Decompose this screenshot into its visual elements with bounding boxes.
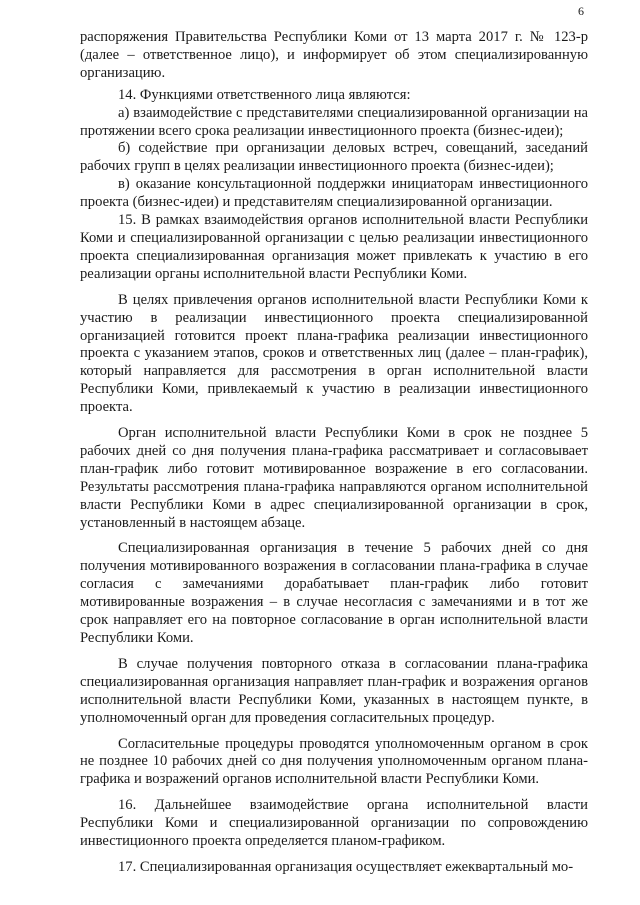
paragraph-15-review: Орган исполнительной власти Республики Коми в срок не позднее 5 рабочих дней со дня получения плана-графика рассматривает и согласовывает план-график либо готовит мотивированное возражение в его согласовании. Результаты рассмотрения плана-графика направляются органом исполнительной власти Республики Коми в адрес специализированной организации в срок, установленный в настоящем абзаце. [80,425,588,531]
paragraph-14-heading: 14. Функциями ответственного лица являются: [118,86,411,103]
paragraph-14-b: б) содействие при организации деловых встреч, совещаний, заседаний рабочих групп в целях реализации инвестиционного проекта (бизнес-идеи); [80,140,588,175]
paragraph-15-conciliation: Согласительные процедуры проводятся уполномоченным органом в срок не позднее 10 рабочих дней со дня получения уполномоченным органом плана-графика и возражений органов исполнительной власти Республики Коми. [80,735,588,788]
paragraph-continuation: распоряжения Правительства Республики Коми от 13 марта 2017 г. № 123-р (далее – ответственное лицо), и информирует об этом специализированную организацию. [80,29,588,81]
paragraph-17: 17. Специализированная организация осуществляет ежеквартальный мо- [118,858,574,875]
paragraph-14-c: в) оказание консультационной поддержки инициаторам инвестиционного проекта (бизнес-идеи) и представителям специализированной организации. [80,176,588,211]
paragraph-15-objections: Специализированная организация в течение 5 рабочих дней со дня получения мотивированного возражения в согласовании плана-графика в случае согласия с замечаниями дорабатывает план-график либо готовит мотивированные возражения – в случае несогласия с замечаниями и в тот же срок направляет его на повторное согласование в орган исполнительной власти Республики Коми. [80,540,588,646]
page-number: 6 [578,4,584,18]
paragraph-14-a: а) взаимодействие с представителями специализированной организации на протяжении всего срока реализации инвестиционного проекта (бизнес-идеи); [80,104,588,139]
paragraph-15-repeat-refusal: В случае получения повторного отказа в согласовании плана-графика специализированная организация направляет план-график и возражения органов исполнительной власти Республики Коми, указанных в настоящем пункте, в уполномоченный орган для проведения согласительных процедур. [80,655,588,726]
paragraph-16: 16. Дальнейшее взаимодействие органа исполнительной власти Республики Коми и специализированной организации по сопровождению инвестиционного проекта определяется планом-графиком. [80,797,588,850]
paragraph-15-plan-schedule: В целях привлечения органов исполнительной власти Республики Коми к участию в реализации инвестиционного проекта специализированной организацией готовится проект плана-графика реализации инвестиционного проекта с указанием этапов, сроков и ответственных лиц (далее – план-график), который направляется для рассмотрения в орган исполнительной власти Республики Коми, привлекаемый к участию в реализации инвестиционного проекта. [80,291,588,416]
paragraph-15: 15. В рамках взаимодействия органов исполнительной власти Республики Коми и специализированной организации с целью реализации инвестиционного проекта специализированная организация может привлекать к участию в его реализации органы исполнительной власти Республики Коми. [80,212,588,282]
document-body [80,29,588,877]
